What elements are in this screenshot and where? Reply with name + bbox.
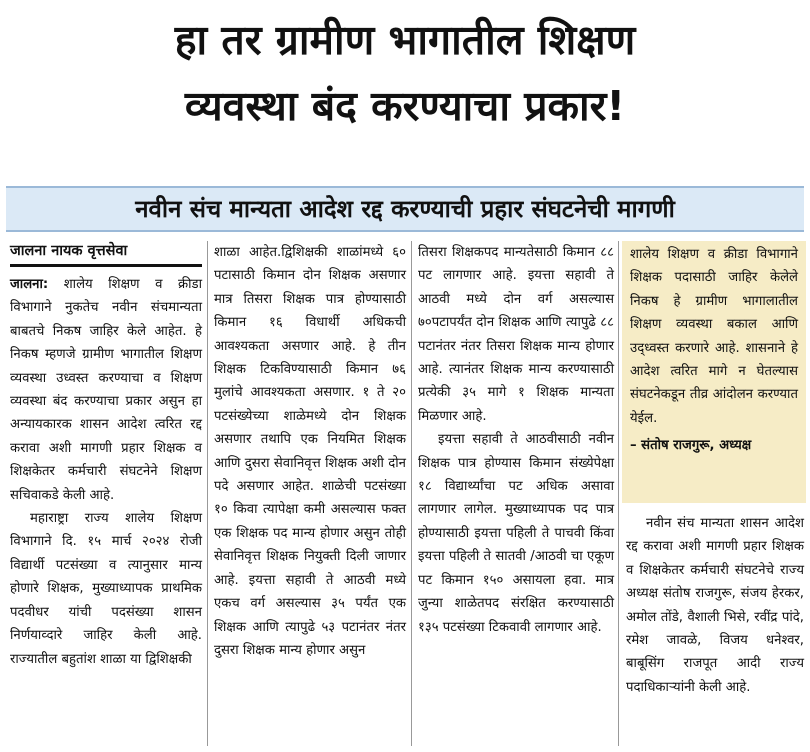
pull-quote-box [622, 241, 806, 503]
column-divider [207, 241, 208, 746]
column-divider [411, 241, 412, 746]
subheadline: नवीन संच मान्यता आदेश रद्द करण्याची प्रहार संघटनेची मागणी [6, 186, 804, 232]
article-column-3 [418, 241, 614, 639]
column-divider [618, 241, 619, 746]
article-column-1 [10, 241, 202, 671]
headline-line-2: व्यवस्था बंद करण्याचा प्रकार! [184, 82, 626, 130]
paragraph: शाळा आहेत.द्विशिक्षकी शाळांमध्ये ६० पटासाठी किमान दोन शिक्षक असणार मात्र तिसरा शिक्षक पात्र होण्यासाठी किमान १६ विधार्थी अधिकची आवश्यकता असणार आहे. हे तीन शिक्षक टिकविण्यासाठी किमान ७६ मुलांचे आवश्यकता असणार. १ ते २० पटसंख्येच्या शाळेमध्ये दोन शिक्षक असणार तथापि एक नियमित शिक्षक आणि दुसरा सेवानिवृत्त शिक्षक अशी दोन पदे असणार आहेत. शाळेची पटसंख्या १० किवा त्यापेक्षा कमी असल्यास फक्त एक शिक्षक पद मान्य होणार असुन तोही सेवानिवृत्त शिक्षक नियुक्ती दिली जाणार आहे. इयत्ता सहावी ते आठवी मध्ये एकच वर्ग असल्यास ३५ पर्यंत एक शिक्षक आणि त्यापुढे ५३ पटानंतर नंतर दुसरा शिक्षक मान्य होणार असुन [214, 245, 406, 658]
pull-quote-signature: – संतोष राजगुरू, अध्यक्ष [630, 438, 752, 454]
byline: जालना नायक वृत्तसेवा [10, 241, 202, 267]
paragraph [10, 273, 202, 507]
dateline: जालना: [10, 277, 49, 292]
paragraph: तिसरा शिक्षकपद मान्यतेसाठी किमान ८८ पट लागणार आहे. इयत्ता सहावी ते आठवी मध्ये दोन वर्ग असल्यास ७०पटापर्यंत दोन शिक्षक आणि त्यापुढे ८८ पटानंतर नंतर तिसरा शिक्षक मान्य होणार आहे. त्यानंतर शिक्षक मान्य करण्यासाठी प्रत्येकी ३५ मागे १ शिक्षक मान्यता मिळणार आहे. [418, 245, 614, 424]
article-column-2 [214, 241, 406, 662]
headline-line-1: हा तर ग्रामीण भागातील शिक्षण [174, 16, 636, 64]
article-column-4: नवीन संच मान्यता शासन आदेश रद्द करावा अशी मागणी प्रहार शिक्षक व शिक्षकेतर कर्मचारी संघटनेचे राज्य अध्यक्ष संतोष राजगुरू, संजय हेरकर, अमोल तोंडे, वैशाली भिसे, रवींद्र पांदे, रमेश जावळे, विजय धनेश्वर, बाबूसिंग राजपूत आदी राज्य पदाधिकाऱ्यांनी केली आहे. [626, 516, 804, 695]
paragraph: इयत्ता सहावी ते आठवीसाठी नवीन शिक्षक पात्र होण्यास किमान संख्येपेक्षा १८ विद्यार्थ्यांचा पट अधिक असावा लागणार लागेल. मुख्याध्यापक पद पात्र होण्यासाठी इयत्ता पहिली ते पाचवी किंवा इयत्ता पहिली ते सातवी /आठवी चा एकूण पट किमान १५० असायला हवा. मात्र जुन्या शाळेतपद संरक्षित करण्यासाठी १३५ पटसंख्या टिकवावी लागणार आहे. [418, 432, 614, 635]
pull-quote-text: शालेय शिक्षण व क्रीडा विभागाने शिक्षक पदासाठी जाहिर केलेले निकष हे ग्रामीण भागालातील शिक्षण व्यवस्था बकाल आणि उद्ध्वस्त करणारे आहे. शासनाने हे आदेश त्वरित मागे न घेतल्यास संघटनेकडून तीव्र आंदोलन करण्यात येईल. [630, 247, 798, 426]
paragraph-text: शालेय शिक्षण व क्रीडा विभागाने नुकतेच नवीन संचमान्यता बाबतचे निकष जाहिर केले आहेत. हे निकष म्हणजे ग्रामीण भागातील शिक्षण व्यवस्था उध्वस्त करण्याचा व शिक्षण व्यवस्था बंद करण्याचा प्रकार असुन हा अन्यायकारक शासन आदेश त्वरित रद्द करावा अशी मागणी प्रहार शिक्षक व शिक्षकेतर कर्मचारी संघटनेने शिक्षण सचिवाकडे केली आहे. [10, 277, 202, 503]
paragraph: महाराष्ट्रा राज्य शालेय शिक्षण विभागाने दि. १५ मार्च २०२४ रोजी विद्यार्थी पटसंख्या व त्यानुसार मान्य होणारे शिक्षक, मुख्याध्यापक प्राथमिक पदवीधर यांची पदसंख्या शासन निर्णयाव्दारे जाहिर केली आहे. राज्यातील बहुतांश शाळा या द्विशिक्षकी [10, 511, 202, 667]
